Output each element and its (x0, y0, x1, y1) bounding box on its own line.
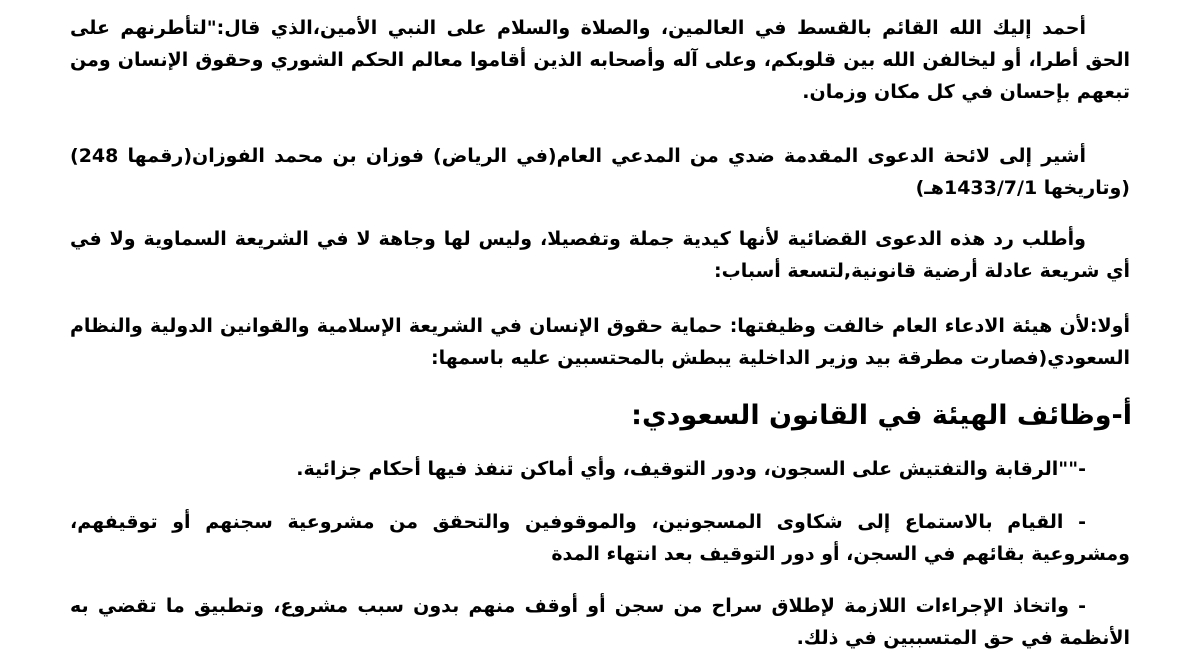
section-heading: أ-وظائف الهيئة في القانون السعودي: (631, 400, 1132, 431)
list-item: - واتخاذ الإجراءات اللازمة لإطلاق سراح من سجن أو أوقف منهم بدون سبب مشروع، وتطبيق ما تقضي به الأنظمة في حق المتسببين في ذلك. (70, 595, 1130, 649)
request-paragraph: وأطلب رد هذه الدعوى القضائية لأنها كيدية جملة وتفصيلا، وليس لها وجاهة لا في الشريعة السماوية ولا في أي شريعة عادلة أرضية قانونية,لتسعة أسباب: (70, 228, 1130, 282)
list-item: - القيام بالاستماع إلى شكاوى المسجونين، والموقوفين والتحقق من مشروعية سجنهم أو توقيفهم، ومشروعية بقائهم في السجن، أو دور التوقيف بعد انتهاء المدة (70, 511, 1130, 565)
opening-paragraph: أحمد إليك الله القائم بالقسط في العالمين، والصلاة والسلام على النبي الأمين،الذي قال:"لتأطرنهم على الحق أطرا، أو ليخالفن الله بين قلوبكم، وعلى آله وأصحابه الذين أقاموا معالم الحكم الشوري وحقوق الإنسان ومن تبعهم بإحسان في كل مكان وزمان. (70, 17, 1130, 103)
list-item: -""الرقابة والتفتيش على السجون، ودور التوقيف، وأي أماكن تنفذ فيها أحكام جزائية. (296, 458, 1086, 480)
first-reason-paragraph: أولا:لأن هيئة الادعاء العام خالفت وظيفتها: حماية حقوق الإنسان في الشريعة الإسلامية والقوانين الدولية والنظام السعودي(فصارت مطرقة بيد وزير الداخلية يبطش بالمحتسبين عليه باسمها: (70, 315, 1130, 369)
lawsuit-reference-paragraph: أشير إلى لائحة الدعوى المقدمة ضدي من المدعي العام(في الرياض) فوزان بن محمد الفوزان(رقمها 248) (وتاريخها 1433/7/1هـ) (70, 145, 1130, 199)
